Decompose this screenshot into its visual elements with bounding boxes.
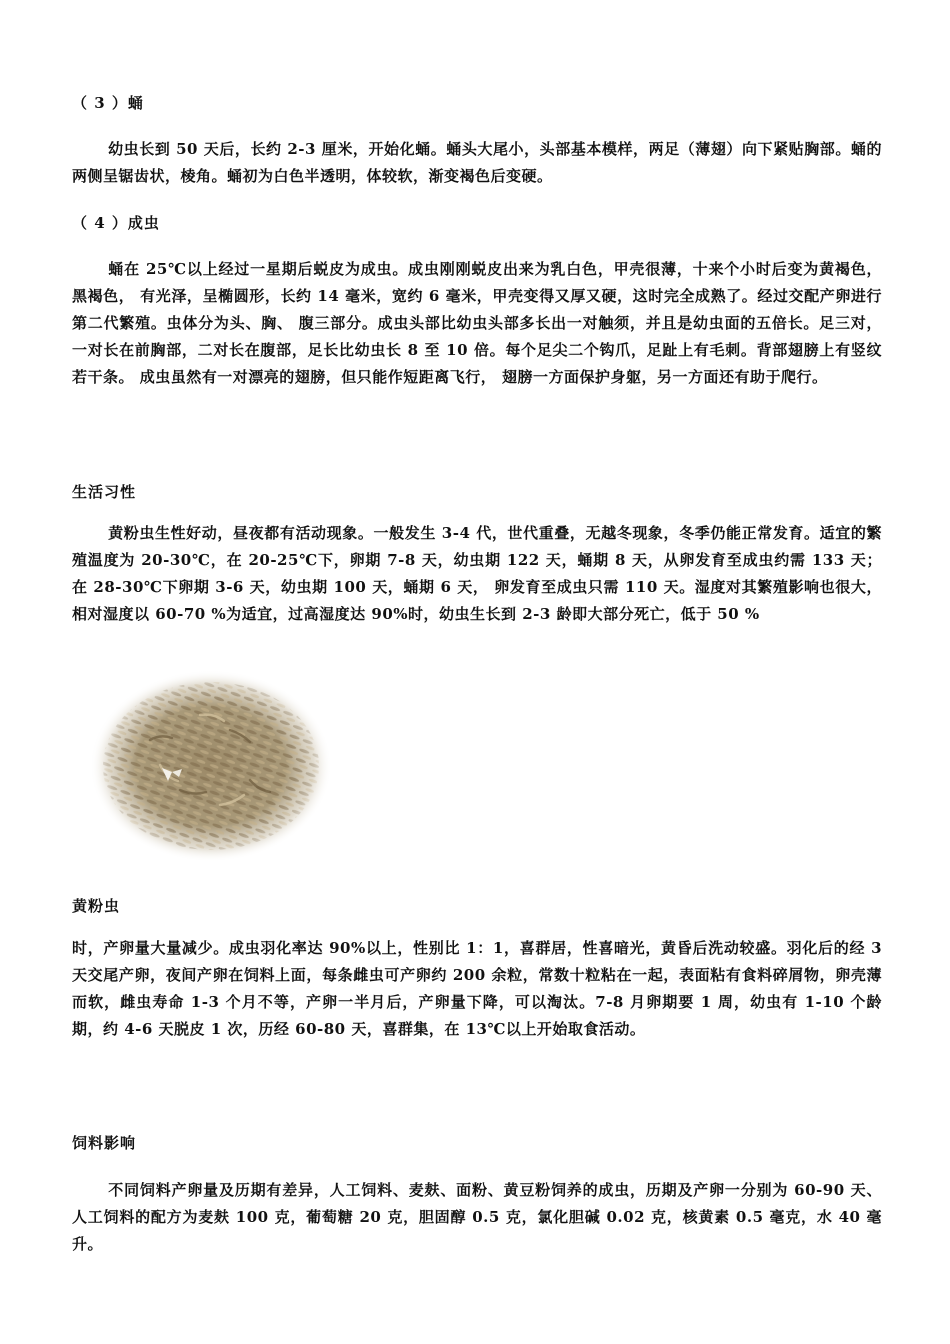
feed-paragraph (72, 1177, 882, 1258)
adult-heading: （ 4 ）成虫 (72, 214, 160, 232)
adult-paragraph (72, 256, 882, 391)
pupa-paragraph (72, 136, 882, 190)
habits-heading: 生活习性 (72, 483, 137, 501)
continued-text: 时，产卵量大量减少。成虫羽化率达 90%以上，性别比 1：1，喜群居，性喜暗光，黄昏后洗动较盛。羽化后的经 3 天交尾产卵，夜间产卵在饲料上面，每条雌虫可产卵约 200 余粒，常数十粒粘在一起，表面粘有食料碎屑物，卵壳薄而软，雌虫寿命 1-3 个月不等，产卵一半月后，产卵量下降，可以淘汰。7-8 月卵期要 1 周，幼虫有 1-10 个龄期，约 4-6 天脱皮 1 次，历经 60-80 天，喜群集，在 13℃以上开始取食活动。 (72, 939, 883, 1038)
pupa-heading: （ 3 ）蛹 (72, 94, 144, 112)
continued-paragraph (72, 935, 882, 1043)
adult-text: 蛹在 25℃以上经过一星期后蜕皮为成虫。成虫刚刚蜕皮出来为乳白色，甲壳很薄，十来个小时后变为黄褐色，黑褐色， 有光泽，呈椭圆形，长约 14 毫米，宽约 6 毫米，甲壳变得又厚又硬，这时完全成熟了。经过交配产卵进行第二代繁殖。虫体分为头、胸、 腹三部分。成虫头部比幼虫头部多长出一对触须，并且是幼虫面的五倍长。足三对，一对长在前胸部，二对长在腹部，足长比幼虫长 8 至 10 倍。每个足尖二个钩爪，足趾上有毛刺。背部翅膀上有竖纹若干条。 成虫虽然有一对漂亮的翅膀，但只能作短距离飞行， 翅膀一方面保护身躯，另一方面还有助于爬行。 (72, 260, 882, 386)
habits-paragraph (72, 520, 882, 628)
feed-heading: 饲料影响 (72, 1134, 137, 1152)
photo-caption: 黄粉虫 (72, 897, 121, 915)
mealworm-photo (90, 670, 332, 862)
feed-text: 不同饲料产卵量及历期有差异，人工饲料、麦麸、面粉、黄豆粉饲养的成虫，历期及产卵一分别为 60-90 天、人工饲料的配方为麦麸 100 克，葡萄糖 20 克，胆固醇 0.5 克，氯化胆碱 0.02 克，核黄素 0.5 毫克，水 40 毫升。 (72, 1181, 882, 1253)
habits-text: 黄粉虫生性好动，昼夜都有活动现象。一般发生 3-4 代，世代重叠，无越冬现象，冬季仍能正常发育。适宜的繁殖温度为 20-30℃，在 20-25℃下，卵期 7-8 天，幼虫期 122 天，蛹期 8 天，从卵发育至成虫约需 133 天；在 28-30℃下卵期 3-6 天，幼虫期 100 天，蛹期 6 天， 卵发育至成虫只需 110 天。湿度对其繁殖影响也很大，相对湿度以 60-70 %为适宜，过高湿度达 90%时，幼虫生长到 2-3 龄即大部分死亡，低于 50 % (72, 524, 882, 623)
pupa-text: 幼虫长到 50 天后，长约 2-3 厘米，开始化蛹。蛹头大尾小，头部基本模样，两足（薄翅）向下紧贴胸部。蛹的两侧呈锯齿状，棱角。蛹初为白色半透明，体较软，渐变褐色后变硬。 (72, 140, 882, 185)
